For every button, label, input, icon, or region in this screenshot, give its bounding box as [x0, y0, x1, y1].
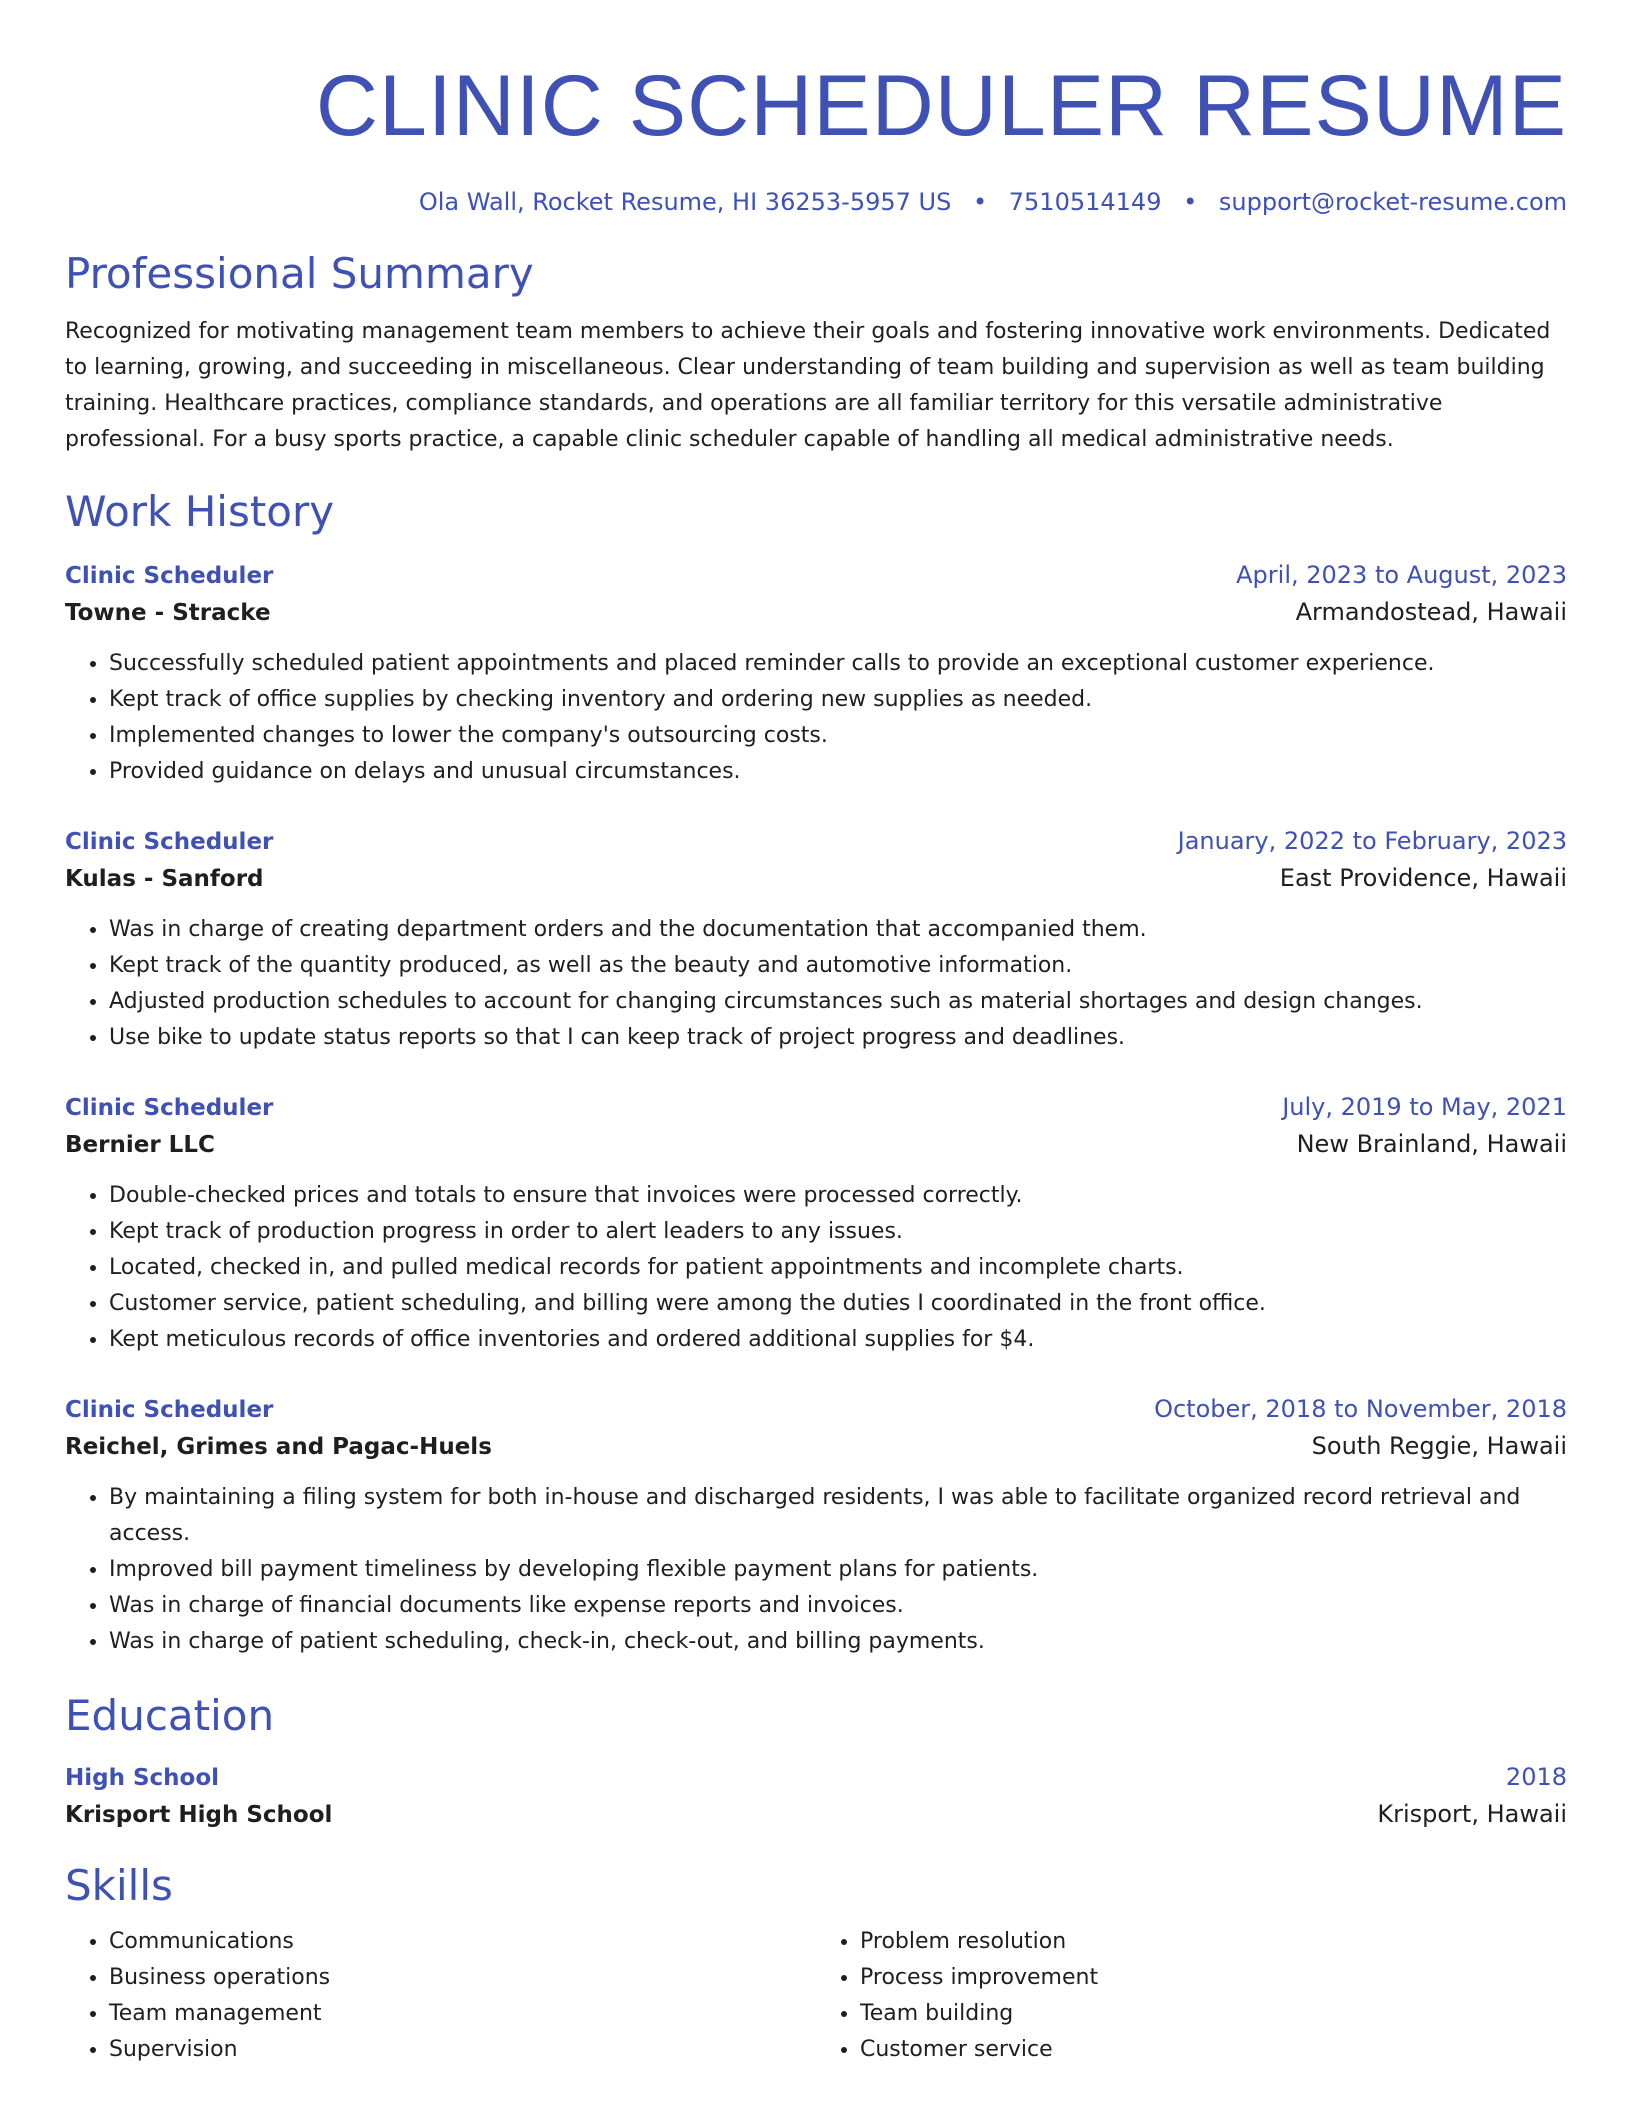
job-bullet: • Customer service, patient scheduling, and billing were among the duties I coordinated in the front office.: [109, 1286, 1567, 1322]
skills-column-left: [65, 1924, 816, 2068]
job-location: Armandostead, Hawaii: [1295, 598, 1567, 626]
work-history-heading: Work History: [65, 487, 335, 536]
job-title: Clinic Scheduler: [65, 1397, 274, 1423]
job-entry: [65, 558, 1567, 790]
job-company: Towne - Stracke: [65, 600, 271, 626]
job-bullet: • Kept track of the quantity produced, as well as the beauty and automotive information.: [109, 948, 1567, 984]
job-title: Clinic Scheduler: [65, 563, 274, 589]
education-heading: Education: [65, 1691, 275, 1740]
summary-heading: Professional Summary: [65, 249, 534, 298]
job-bullet: • Use bike to update status reports so that I can keep track of project progress and deadlines.: [109, 1020, 1567, 1056]
job-company: Reichel, Grimes and Pagac-Huels: [65, 1434, 492, 1460]
skills-heading: Skills: [65, 1861, 173, 1910]
contact-address: Ola Wall, Rocket Resume, HI 36253-5957 US: [418, 188, 952, 216]
skills-column-right: [816, 1924, 1567, 2068]
job-dates: July, 2019 to May, 2021: [1282, 1093, 1567, 1121]
job-dates: January, 2022 to February, 2023: [1177, 827, 1567, 855]
job-bullet: • Kept track of production progress in order to alert leaders to any issues.: [109, 1214, 1567, 1250]
job-bullets: [65, 912, 1567, 1056]
job-title: Clinic Scheduler: [65, 1095, 274, 1121]
contact-line: [65, 186, 1567, 218]
skill-item: • Team building: [860, 1996, 1567, 2032]
skills-list: [65, 1924, 1567, 2068]
job-bullet: • Located, checked in, and pulled medical records for patient appointments and incomplete charts.: [109, 1250, 1567, 1286]
job-bullet: • Was in charge of financial documents like expense reports and invoices.: [109, 1588, 1567, 1624]
contact-email: support@rocket-resume.com: [1218, 188, 1567, 216]
summary-text: Recognized for motivating management team members to achieve their goals and fostering innovative work environments. Dedicated to learning, growing, and succeeding in miscellaneous. Clear understanding of team building and supervision as well as team building training. Healthcare practices, compliance standards, and operations are all familiar territory for this versatile administrative professional. For a busy sports practice, a capable clinic scheduler capable of handling all medical administrative needs.: [65, 319, 1551, 452]
skill-item: • Team management: [109, 1996, 816, 2032]
job-bullet: • Adjusted production schedules to account for changing circumstances such as material shortages and design changes.: [109, 984, 1567, 1020]
job-entry: [65, 1090, 1567, 1358]
job-bullet: • Implemented changes to lower the company's outsourcing costs.: [109, 718, 1567, 754]
job-bullet: • Provided guidance on delays and unusual circumstances.: [109, 754, 1567, 790]
job-bullet: • Successfully scheduled patient appointments and placed reminder calls to provide an exceptional customer experience.: [109, 646, 1567, 682]
job-bullet: • Kept track of office supplies by checking inventory and ordering new supplies as needed.: [109, 682, 1567, 718]
job-location: South Reggie, Hawaii: [1311, 1432, 1567, 1460]
job-location: New Brainland, Hawaii: [1296, 1130, 1567, 1158]
job-location: East Providence, Hawaii: [1279, 864, 1567, 892]
job-bullet: • Double-checked prices and totals to ensure that invoices were processed correctly.: [109, 1178, 1567, 1214]
job-bullets: [65, 1178, 1567, 1358]
job-title: Clinic Scheduler: [65, 829, 274, 855]
education-entry: [65, 1760, 1567, 1834]
skill-item: • Supervision: [109, 2032, 816, 2068]
job-bullet: • Was in charge of creating department orders and the documentation that accompanied them.: [109, 912, 1567, 948]
job-bullets: [65, 646, 1567, 790]
job-bullet: • Kept meticulous records of office inventories and ordered additional supplies for $4.: [109, 1322, 1567, 1358]
contact-phone: 7510514149: [1008, 188, 1162, 216]
skill-item: • Process improvement: [860, 1960, 1567, 1996]
job-entry: [65, 1392, 1567, 1660]
job-dates: April, 2023 to August, 2023: [1236, 561, 1567, 589]
job-bullets: [65, 1480, 1567, 1660]
job-bullet: • By maintaining a filing system for both in-house and discharged residents, I was able to facilitate organized record retrieval and access.: [109, 1480, 1567, 1552]
job-bullet: • Improved bill payment timeliness by developing flexible payment plans for patients.: [109, 1552, 1567, 1588]
job-entry: [65, 824, 1567, 1056]
job-company: Kulas - Sanford: [65, 866, 264, 892]
job-dates: October, 2018 to November, 2018: [1154, 1395, 1567, 1423]
education-year: 2018: [1505, 1763, 1567, 1791]
contact-separator: •: [1183, 188, 1198, 216]
resume-title: CLINIC SCHEDULER RESUME: [315, 58, 1567, 154]
skill-item: • Communications: [109, 1924, 816, 1960]
job-company: Bernier LLC: [65, 1132, 215, 1158]
skill-item: • Customer service: [860, 2032, 1567, 2068]
contact-separator: •: [972, 188, 988, 216]
skill-item: • Problem resolution: [860, 1924, 1567, 1960]
education-location: Krisport, Hawaii: [1377, 1800, 1567, 1828]
job-bullet: • Was in charge of patient scheduling, check-in, check-out, and billing payments.: [109, 1624, 1567, 1660]
education-degree: High School: [65, 1765, 220, 1791]
education-school: Krisport High School: [65, 1802, 333, 1828]
skill-item: • Business operations: [109, 1960, 816, 1996]
